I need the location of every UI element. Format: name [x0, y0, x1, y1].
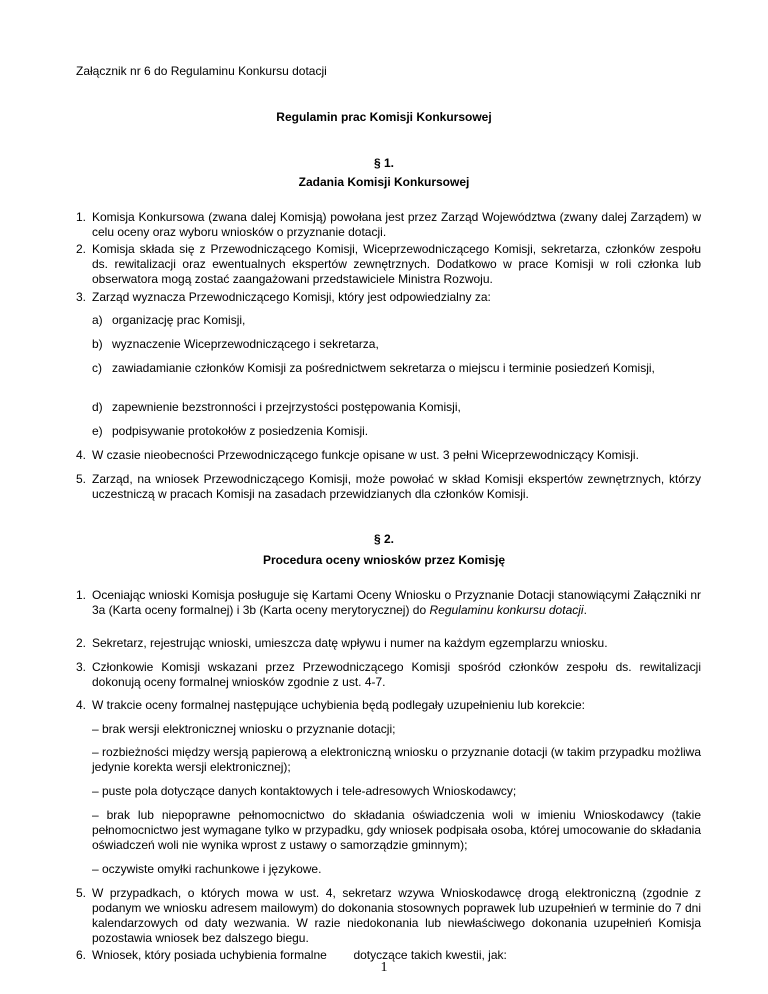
sub-item: b) wyznaczenie Wiceprzewodniczącego i sekretarza, [92, 337, 379, 351]
sub-item: c) zawiadamianie członków Komisji za pośrednictwem sekretarza o miejscu i terminie posiedzeń Komisji, [92, 361, 655, 375]
dash-item: – oczywiste omyłki rachunkowe i językowe. [92, 862, 322, 876]
section2-paragraph-mark: § 2. [373, 532, 394, 546]
regulation-title-italic: Regulaminu konkursu dotacji [429, 603, 584, 617]
list-item: 3. Zarząd wyznacza Przewodniczącego Komisji, który jest odpowiedzialny za: [76, 290, 491, 304]
dash-item: – brak lub niepoprawne pełnomocnictwo do składania oświadczenia woli w imieniu Wnioskodawcy (takie pełnomocnictwo jest wymagane tylko w przypadku, gdy wniosek podpisała osoba, której umocowanie do składania oświadczeń woli nie wynika wprost z ustawy o samorządzie gminnym); [92, 808, 701, 852]
list-item: 2. Sekretarz, rejestrując wnioski, umieszcza datę wpływu i numer na każdym egzemplarzu wniosku. [76, 636, 608, 650]
list-item: 3. Członkowie Komisji wskazani przez Przewodniczącego Komisji spośród członków zespołu ds. rewitalizacji dokonują oceny formalnej wniosków zgodnie z ust. 4-7. [76, 660, 701, 689]
section2-heading: Procedura oceny wniosków przez Komisję [262, 553, 506, 567]
annex-label: Załącznik nr 6 do Regulaminu Konkursu dotacji [76, 64, 327, 78]
dash-item: – rozbieżności między wersją papierową a elektroniczną wniosku o przyznanie dotacji (w takim przypadku możliwa jedynie korekta wersji elektronicznej); [92, 745, 701, 774]
list-item: 1. Komisja Konkursowa (zwana dalej Komisją) powołana jest przez Zarząd Województwa (zwany dalej Zarządem) w celu oceny oraz wyboru wniosków o przyznanie dotacji. [76, 210, 701, 239]
list-item: 6. Wniosek, który posiada uchybienia formalne dotyczące takich kwestii, jak: [76, 948, 507, 962]
list-item: 5. W przypadkach, o których mowa w ust. 4, sekretarz wzywa Wnioskodawcę drogą elektroniczną (zgodnie z podanym we wniosku adresem mailowym) do dokonania stosownych poprawek lub uzupełnień w terminie do 7 dni kalendarzowych od daty wezwania. W razie niedokonania lub niewłaściwego dokonania uzupełnień Komisja pozostawia wniosek bez dalszego biegu. [76, 886, 701, 945]
sub-item: e) podpisywanie protokołów z posiedzenia Komisji. [92, 424, 369, 438]
sub-item: a) organizację prac Komisji, [92, 313, 246, 327]
page-number: 1 [380, 960, 388, 975]
list-item: 1. Oceniając wnioski Komisja posługuje się Kartami Oceny Wniosku o Przyznanie Dotacji stanowiącymi Załączniki nr 3a (Karta oceny formalnej) i 3b (Karta oceny merytorycznej) do Regulaminu konkursu dotacji. [76, 588, 701, 617]
list-item: 2. Komisja składa się z Przewodniczącego Komisji, Wiceprzewodniczącego Komisji, sekretarza, członków zespołu ds. rewitalizacji oraz ewentualnych ekspertów zewnętrznych. Dodatkowo w prace Komisji w roli członka lub obserwatora mogą zostać zaangażowani przedstawiciele Ministra Rozwoju. [76, 242, 701, 286]
document-title: Regulamin prac Komisji Konkursowej [276, 110, 492, 124]
list-item: 4. W czasie nieobecności Przewodniczącego funkcje opisane w ust. 3 pełni Wiceprzewodniczący Komisji. [76, 448, 639, 462]
dash-item: – brak wersji elektronicznej wniosku o przyznanie dotacji; [92, 722, 396, 736]
dash-item: – puste pola dotyczące danych kontaktowych i tele-adresowych Wnioskodawcy; [92, 784, 517, 798]
list-item: 4. W trakcie oceny formalnej następujące uchybienia będą podlegały uzupełnieniu lub korekcie: [76, 698, 585, 712]
list-item: 5. Zarząd, na wniosek Przewodniczącego Komisji, może powołać w skład Komisji ekspertów zewnętrznych, którzy uczestniczą w pracach Komisji na zasadach przewidzianych dla członków Komisji. [76, 472, 701, 501]
section1-paragraph-mark: § 1. [373, 156, 394, 170]
sub-item: d) zapewnienie bezstronności i przejrzystości postępowania Komisji, [92, 400, 461, 414]
section1-heading: Zadania Komisji Konkursowej [298, 175, 470, 189]
